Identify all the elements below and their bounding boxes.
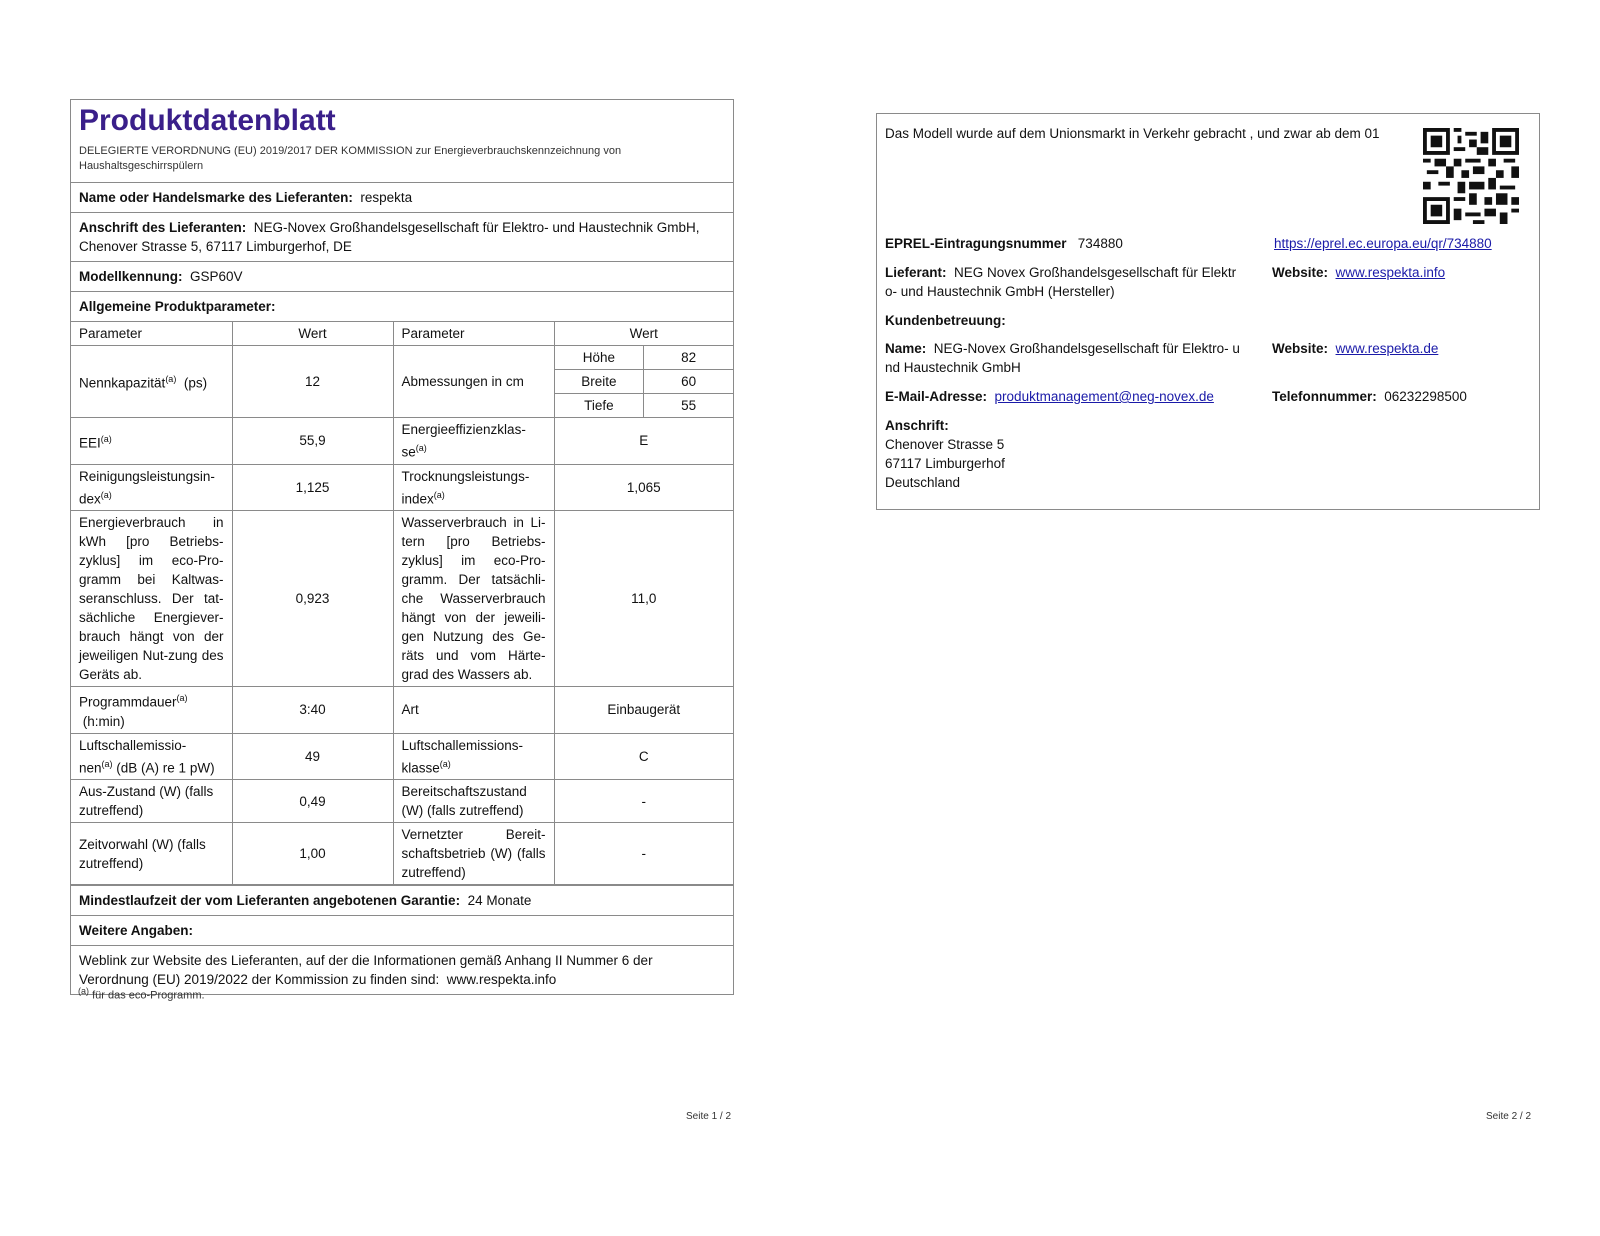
standby-value: - [554,780,733,823]
table-row [71,780,733,823]
model-label: Modellkennung: [79,269,183,284]
table-row [71,464,733,511]
footnote-mark: (a) [78,986,89,996]
footnote-mark: (a) [101,758,113,769]
parameter-table [71,322,733,885]
dimensions-label: Abmessungen in cm [393,346,554,418]
footnote-mark: (a) [433,489,445,500]
website-row-1 [1272,263,1445,282]
model-value: GSP60V [190,269,243,284]
address-row [71,213,733,262]
warranty-value: 24 Monate [467,893,532,908]
col-header-parameter: Parameter [393,322,554,346]
product-data-sheet [70,99,734,995]
table-row [71,418,733,465]
website-label: Website: [1272,265,1329,280]
eprel-link[interactable]: https://eprel.ec.europa.eu/qr/734880 [1274,236,1492,251]
general-params-label: Allgemeine Produktparameter: [79,299,276,314]
table-row [71,687,733,734]
eprel-info-box [876,113,1540,510]
energy-class-label [393,418,554,465]
weblink-value: www.respekta.info [446,972,557,987]
noise-class-label-text: Luftschallemissions-klasse [401,737,524,775]
page-number-2: Seite 2 / 2 [1486,1111,1532,1122]
width-label: Breite [555,370,644,394]
address-value: NEG-Novex Großhandelsgesellschaft für Elektro- und Haustechnik GmbH, Chenover Strasse 5, 67117 Limburgerhof, DE [79,220,700,254]
cleaning-index-value: 1,125 [232,464,393,511]
warranty-label: Mindestlaufzeit der vom Lieferanten angebotenen Garantie: [79,893,461,908]
name-line1: NEG-Novex Großhandelsgesellschaft für Elektro- u [933,341,1240,356]
footnote-mark: (a) [176,693,188,703]
model-row [71,262,733,292]
height-label: Höhe [555,346,644,370]
off-mode-value: 0,49 [232,780,393,823]
noise-class-label [393,733,554,780]
eei-value: 55,9 [232,418,393,465]
footnote-text: für das eco-Programm. [92,989,205,1002]
table-row [71,733,733,780]
footnote-mark: (a) [439,758,451,769]
program-duration-value: 3:40 [232,687,393,734]
type-label: Art [393,687,554,734]
supplier-block [885,263,1265,301]
customer-service-label [885,311,1006,330]
col-header-value: Wert [554,322,733,346]
water-consumption-label: Wasserverbrauch in Li-tern [pro Betriebs-zyklus] im eco-Pro-gramm. Der tatsächli-che Wasserverbrauch hängt von der jeweili-gen Nutzung des Ge-räts und vom Härte-grad des Wassers ab. [393,511,554,687]
website-row-2 [1272,339,1438,358]
address-line1: Chenover Strasse 5 [885,437,1005,452]
supplier-value: respekta [360,190,413,205]
eei-label [71,418,232,465]
postal-address-label: Anschrift: [885,418,949,433]
capacity-value: 12 [232,346,393,418]
website-link-2[interactable]: www.respekta.de [1335,341,1439,356]
postal-address-block [885,416,1005,492]
page-title: Produktdatenblatt [79,104,336,137]
dimensions-cell [554,346,733,418]
market-text: Das Modell wurde auf dem Unionsmarkt in Verkehr gebracht , und zwar ab dem 01 [885,126,1380,141]
email-row [885,387,1214,406]
cleaning-index-label-text: Reinigungsleistungsin-dex [79,468,215,506]
capacity-label [71,346,232,418]
page-number-1: Seite 1 / 2 [686,1111,732,1122]
capacity-label-text: Nennkapazität [79,375,166,391]
noise-value: 49 [232,733,393,780]
name-line2: nd Haustechnik GmbH [885,360,1021,375]
energy-consumption-value: 0,923 [232,511,393,687]
customer-service-heading: Kundenbetreuung: [885,313,1006,328]
footnote-mark: (a) [165,374,177,385]
water-consumption-value: 11,0 [554,511,733,687]
sheet-header [71,100,733,183]
dimensions-table [555,346,734,417]
supplier-label: Lieferant: [885,265,947,280]
email-label: E-Mail-Adresse: [885,389,988,404]
general-params-row [71,292,733,322]
supplier-line2: o- und Haustechnik GmbH (Hersteller) [885,284,1115,299]
delay-start-label: Zeitvorwahl (W) (falls zutreffend) [71,823,232,885]
supplier-row [71,183,733,213]
table-row [71,346,733,418]
warranty-row [71,885,733,916]
drying-index-value: 1,065 [554,464,733,511]
noise-label [71,733,232,780]
eprel-row [885,234,1123,253]
phone-label: Telefonnummer: [1272,389,1377,404]
eei-label-text: EEI [79,435,101,450]
footnote-mark: (a) [415,443,427,453]
supplier-label: Name oder Handelsmarke des Lieferanten: [79,190,353,205]
name-block [885,339,1270,377]
delay-start-value: 1,00 [232,823,393,885]
eprel-label: EPREL-Eintragungsnummer [885,236,1067,251]
col-header-parameter: Parameter [71,322,232,346]
off-mode-label: Aus-Zustand (W) (falls zutreffend) [71,780,232,823]
table-row [71,511,733,687]
depth-value: 55 [681,398,697,413]
width-value: 60 [644,370,733,394]
energy-consumption-label: Energieverbrauch in kWh [pro Betriebs-zyklus] im eco-Pro-gramm bei Kaltwas-seranschluss. Der tat-sächliche Energiever-brauch hängt von der jeweiligen Nut-zung des Geräts ab. [71,511,232,687]
address-line3: Deutschland [885,475,961,490]
more-info-label: Weitere Angaben: [79,923,194,938]
website-link-1[interactable]: www.respekta.info [1335,265,1446,280]
email-link[interactable]: produktmanagement@neg-novex.de [994,389,1214,404]
more-info-row [71,916,733,946]
table-header-row [71,322,733,346]
col-header-value: Wert [232,322,393,346]
networked-standby-label: Vernetzter Bereit-schaftsbetrieb (W) (falls zutreffend) [393,823,554,885]
cleaning-index-label [71,464,232,511]
standby-label: Bereitschaftszustand (W) (falls zutreffend) [393,780,554,823]
energy-class-label-text: Energieeffizienzklas-se [401,422,526,460]
regulation-subtitle: DELEGIERTE VERORDNUNG (EU) 2019/2017 DER KOMMISSION zur Energieverbrauchskennzeichnung von Haushaltsgeschirrspülern [79,145,622,172]
program-duration-label-text: Programmdauer [79,694,177,710]
noise-class-value: C [554,733,733,780]
depth-label: Tiefe [555,394,644,418]
footnote-mark: (a) [100,433,112,444]
footnote [78,986,205,1002]
weblink-text: Weblink zur Website des Lieferanten, auf der die Informationen gemäß Anhang II Nummer 6 der Verordnung (EU) 2019/2022 der Kommission zu finden sind: [79,953,653,987]
table-row [71,823,733,885]
type-value: Einbaugerät [554,687,733,734]
networked-standby-value: - [554,823,733,885]
capacity-unit: (ps) [183,375,208,391]
phone-value: 06232298500 [1384,389,1467,404]
drying-index-label [393,464,554,511]
height-value: 82 [644,346,733,370]
qr-code-icon[interactable] [1423,128,1519,224]
address-label: Anschrift des Lieferanten: [79,220,247,235]
name-label: Name: [885,341,927,356]
noise-label-line2: nen [79,760,102,775]
drying-index-label-text: Trocknungsleistungs-index [401,468,530,506]
website-label: Website: [1272,341,1329,356]
footnote-mark: (a) [100,489,112,500]
eprel-value: 734880 [1077,236,1123,251]
noise-unit: (dB (A) re 1 pW) [116,760,215,775]
program-duration-unit: (h:min) [82,713,125,729]
program-duration-label [71,687,232,734]
energy-class-value: E [554,418,733,465]
noise-label-line1: Luftschallemissio- [79,737,187,753]
phone-row [1272,387,1467,406]
address-line2: 67117 Limburgerhof [885,456,1005,471]
supplier-line1: NEG Novex Großhandelsgesellschaft für Elektr [954,265,1237,280]
